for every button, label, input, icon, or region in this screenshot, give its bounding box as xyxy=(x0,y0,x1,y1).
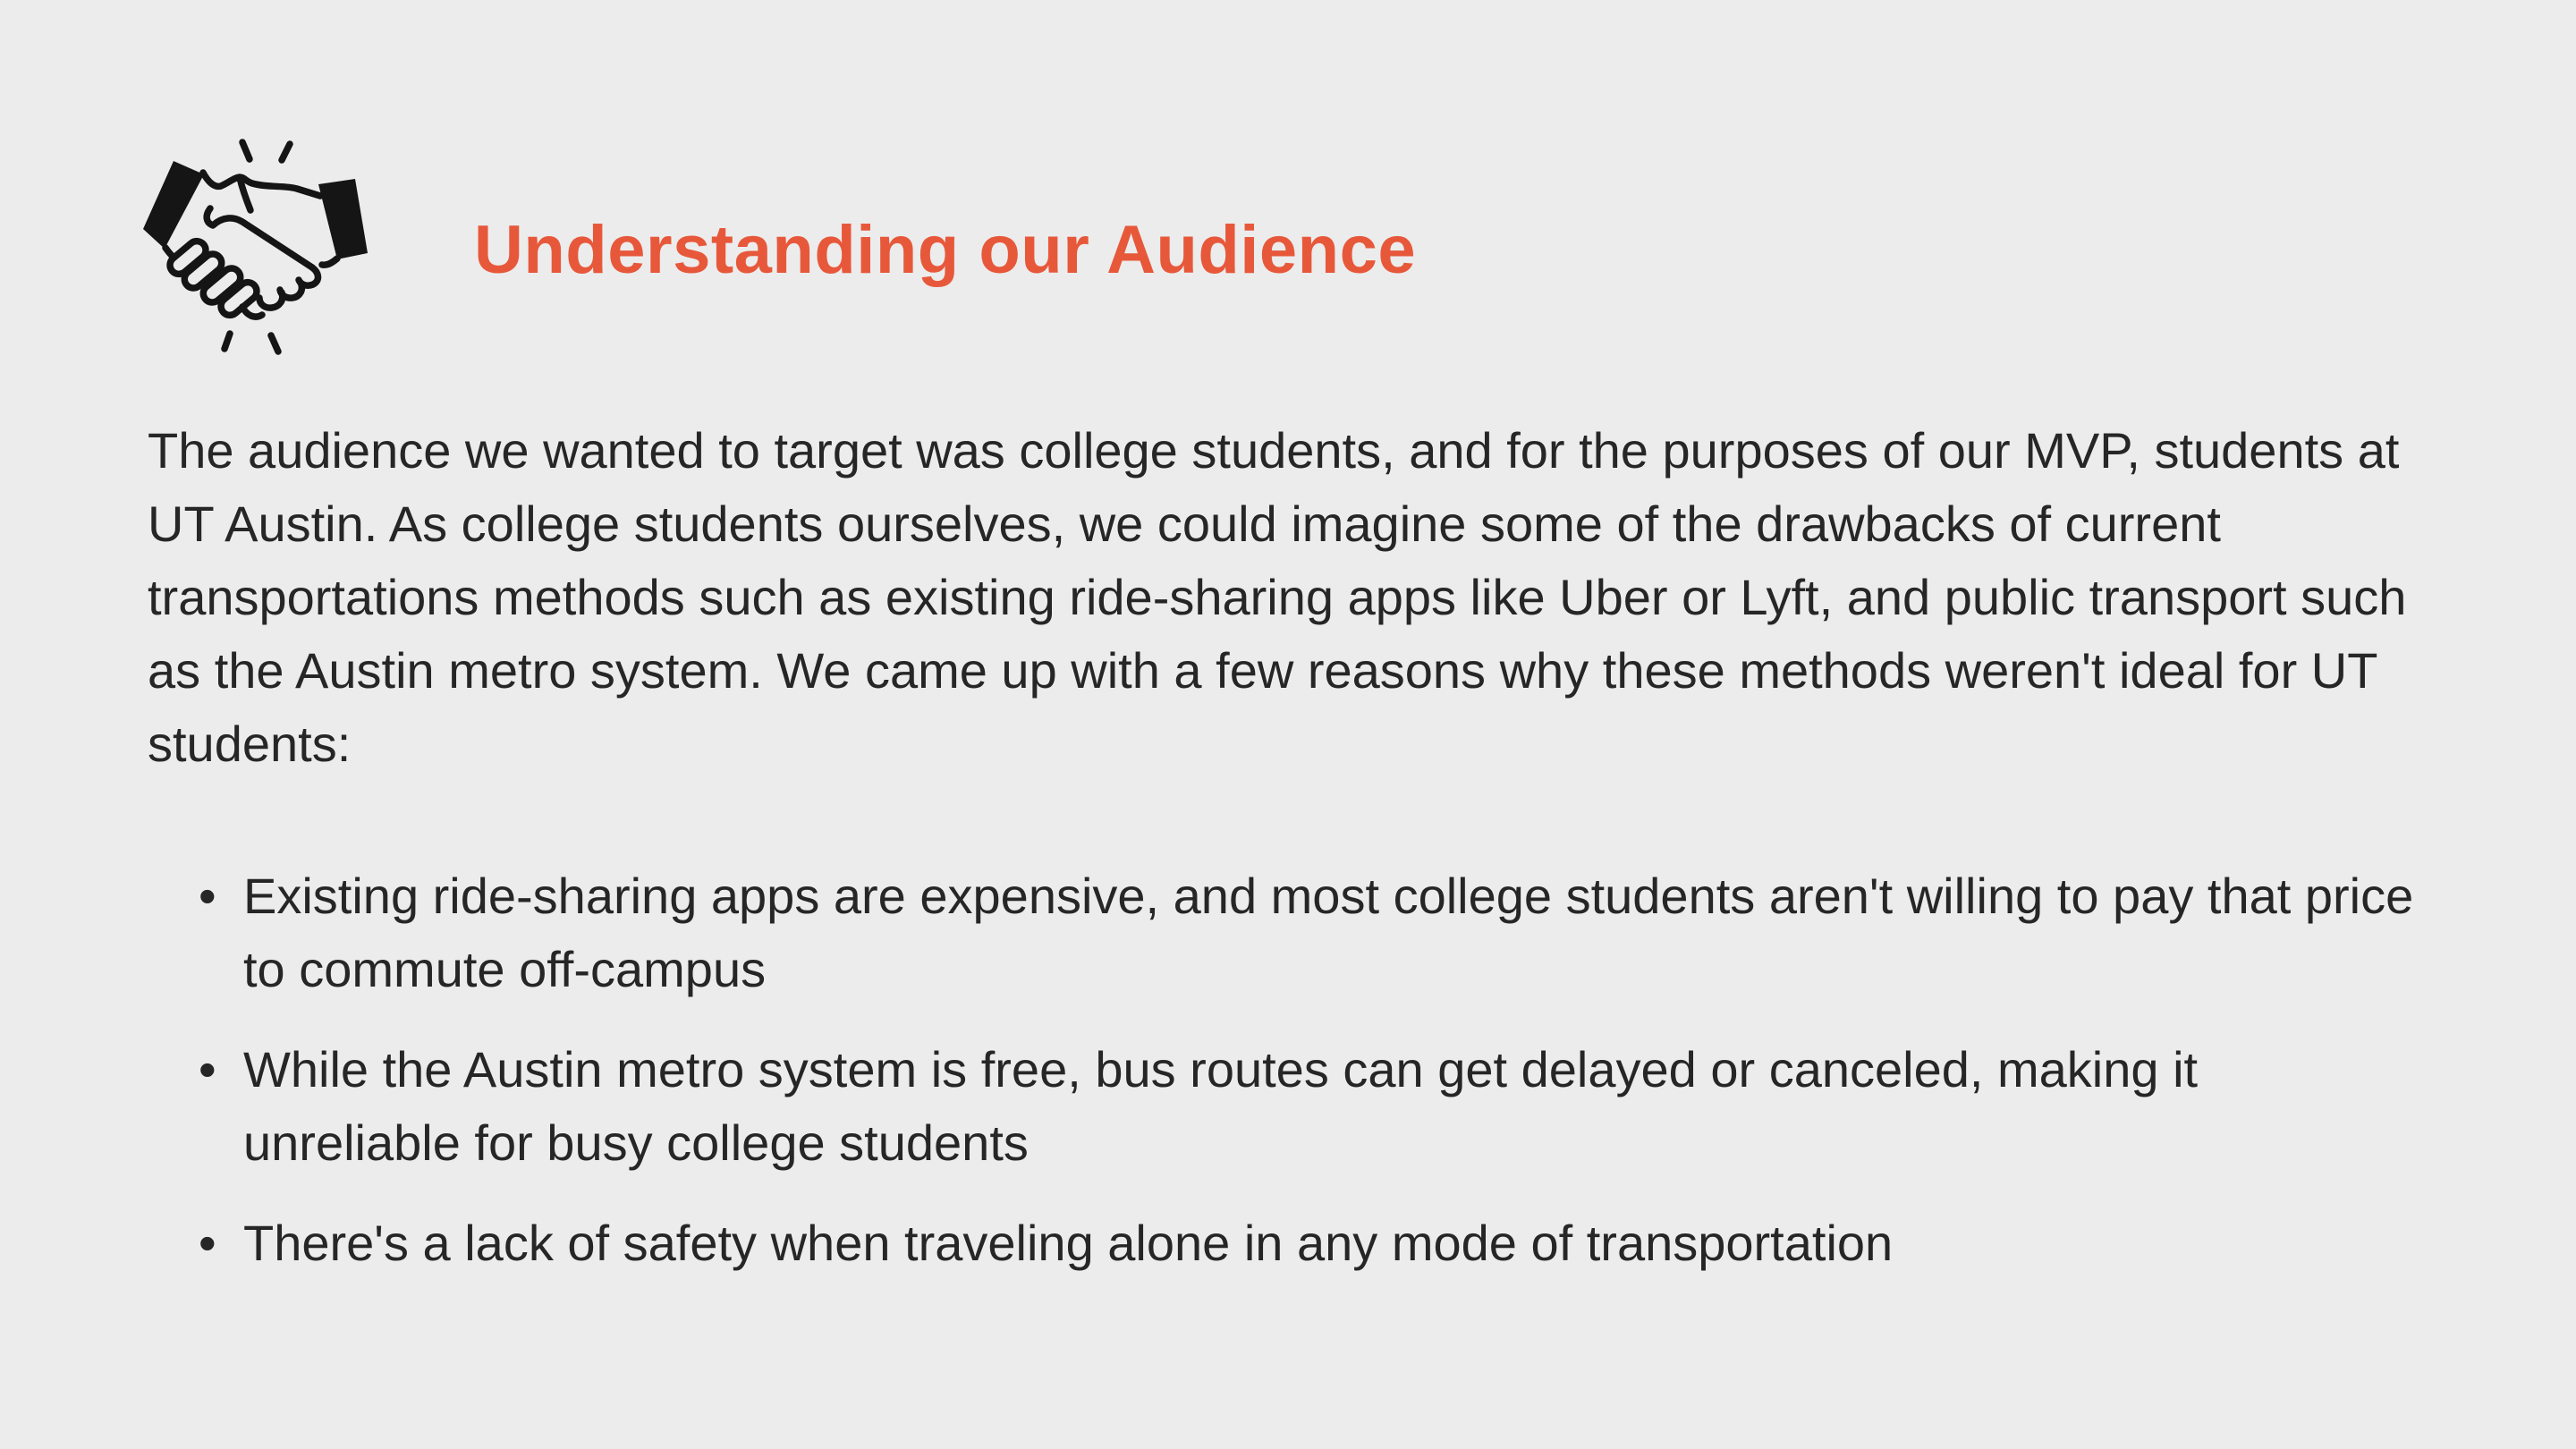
fingertip-curl xyxy=(259,292,283,308)
bullet-item xyxy=(199,860,2426,1006)
sparkle-line xyxy=(282,144,290,160)
sparkle-line xyxy=(242,142,250,159)
bullet-marker: • xyxy=(199,868,216,924)
left-sleeve xyxy=(143,161,204,249)
bullet-text: Existing ride-sharing apps are expensive, and most college students aren't willing to pay that price to commute off-campus xyxy=(243,868,2414,997)
hand-bottom-line xyxy=(242,307,262,317)
right-wrist xyxy=(322,258,337,265)
bullet-item xyxy=(199,1033,2426,1180)
bullet-text: There's a lack of safety when traveling alone in any mode of transportation xyxy=(243,1215,1894,1271)
bullet-list xyxy=(199,860,2426,1280)
intro-paragraph: The audience we wanted to target was college students, and for the purposes of our MVP, students at UT Austin. As college students ourselves, we could imagine some of the drawbacks of current transportations methods such as existing ride-sharing apps like Uber or Lyft, and public transport such as the Austin metro system. We came up with a few reasons why these methods weren't ideal for UT students: xyxy=(148,422,2407,772)
bullet-marker: • xyxy=(199,1041,216,1097)
handshake-icon xyxy=(125,116,411,385)
bullet-item xyxy=(199,1207,2426,1280)
right-sleeve xyxy=(318,179,368,259)
bullet-text: While the Austin metro system is free, bus routes can get delayed or canceled, making it unreliable for busy college students xyxy=(243,1041,2199,1171)
slide-header xyxy=(125,116,1416,385)
bullet-marker: • xyxy=(199,1215,216,1271)
arm-contour xyxy=(203,173,320,196)
page-title: Understanding our Audience xyxy=(474,212,1417,288)
sparkle-line xyxy=(271,335,278,352)
sparkle-line xyxy=(225,334,230,349)
